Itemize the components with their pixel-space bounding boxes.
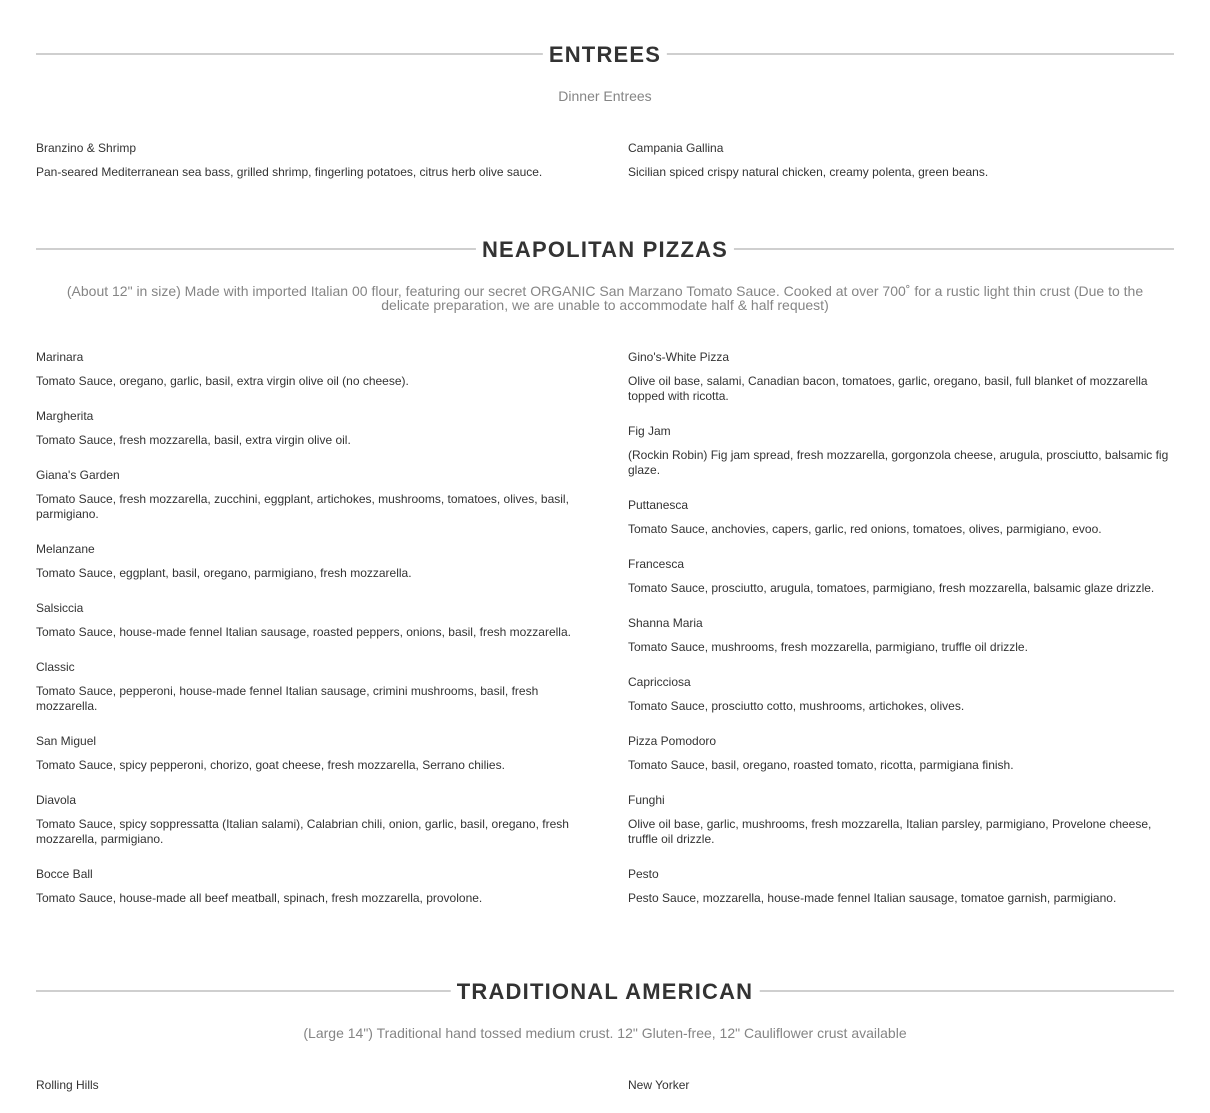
menu-item [36,350,582,389]
menu-item [628,793,1174,847]
menu-item [628,1078,1174,1093]
menu-item [36,734,582,773]
section-description: (About 12" in size) Made with imported Italian 00 flour, featuring our secret ORGANIC San Marzano Tomato Sauce. Cooked at over 700˚ for a rustic light thin crust (Due to the delicate preparation, we are unable to accommodate half & half request) [66,283,1144,313]
menu-item [628,867,1174,906]
menu-item [36,793,582,847]
menu-item [628,141,1174,180]
menu-item-description: Tomato Sauce, prosciutto, arugula, tomatoes, parmigiano, fresh mozzarella, balsamic glaze drizzle. [628,581,1155,595]
menu-item [628,498,1174,537]
menu-item-name: Campania Gallina [628,141,724,155]
menu-column-right [628,350,1174,926]
menu-item [628,675,1174,714]
section-traditional-american [36,980,1174,1113]
section-neapolitan-pizzas [36,238,1174,926]
menu-item-description: Tomato Sauce, house-made all beef meatball, spinach, fresh mozzarella, provolone. [36,891,483,905]
menu-item [36,409,582,448]
menu-item [628,424,1174,478]
menu-item [36,468,582,522]
menu-item [628,616,1174,655]
menu-column-left [36,1078,582,1113]
menu-item-description: Tomato Sauce, fresh mozzarella, basil, extra virgin olive oil. [36,433,351,447]
menu-item-description: Tomato Sauce, house-made fennel Italian sausage, roasted peppers, onions, basil, fresh mozzarella. [36,625,571,639]
menu-item-name: Fig Jam [628,424,671,438]
menu-item-name: Bocce Ball [36,867,93,881]
section-description: (Large 14") Traditional hand tossed medium crust. 12" Gluten-free, 12" Cauliflower crust available [303,1025,907,1041]
menu-item-name: Puttanesca [628,498,689,512]
menu-item-name: Classic [36,660,75,674]
menu-item-description: Pan-seared Mediterranean sea bass, grilled shrimp, fingerling potatoes, citrus herb olive sauce. [36,165,543,179]
menu-item-name: Melanzane [36,542,95,556]
menu-item-description: Tomato Sauce, anchovies, capers, garlic, red onions, tomatoes, olives, parmigiano, evoo. [628,522,1102,536]
section-title: TRADITIONAL AMERICAN [451,980,760,1004]
menu-item-description: Olive oil base, salami, Canadian bacon, tomatoes, garlic, oregano, basil, full blanket of mozzarella topped with ricotta. [628,374,1148,403]
section-entrees [36,43,1174,200]
menu-item-name: Capricciosa [628,675,691,689]
menu-item [628,350,1174,404]
menu-column-left [36,141,582,200]
menu-column-right [628,1078,1174,1113]
menu-item-description: Tomato Sauce, fresh mozzarella, zucchini, eggplant, artichokes, mushrooms, tomatoes, olives, basil, parmigiano. [36,492,569,521]
menu-item [36,542,582,581]
menu-item-description: (Rockin Robin) Fig jam spread, fresh mozzarella, gorgonzola cheese, arugula, prosciutto, balsamic fig glaze. [628,448,1169,477]
menu-item [628,557,1174,596]
menu-column-left [36,350,582,926]
menu-item-name: Salsiccia [36,601,84,615]
section-header [36,43,1174,67]
menu-item-description: Sicilian spiced crispy natural chicken, creamy polenta, green beans. [628,165,989,179]
menu-item-name: Rolling Hills [36,1078,99,1092]
menu-item-description: Tomato Sauce, prosciutto cotto, mushrooms, artichokes, olives. [628,699,965,713]
section-description: Dinner Entrees [558,88,652,104]
menu-item-name: Shanna Maria [628,616,703,630]
menu-item-name: Gino's-White Pizza [628,350,729,364]
menu-item [628,734,1174,773]
menu-item-description: Tomato Sauce, oregano, garlic, basil, extra virgin olive oil (no cheese). [36,374,409,388]
menu-item-name: Pesto [628,867,659,881]
section-title: NEAPOLITAN PIZZAS [476,238,734,262]
menu-item-description: Tomato Sauce, pepperoni, house-made fennel Italian sausage, crimini mushrooms, basil, fresh mozzarella. [36,684,539,713]
menu-item-name: Funghi [628,793,665,807]
menu-item-name: New Yorker [628,1078,690,1092]
menu-item-description: Tomato Sauce, spicy pepperoni, chorizo, goat cheese, fresh mozzarella, Serrano chilies. [36,758,505,772]
menu-item-description: Tomato Sauce, spicy soppressatta (Italian salami), Calabrian chili, onion, garlic, basil, oregano, fresh mozzarella, parmigiano. [36,817,569,846]
menu-item-description: Olive oil base, garlic, mushrooms, fresh mozzarella, Italian parsley, parmigiano, Provelone cheese, truffle oil drizzle. [628,817,1152,846]
section-title: ENTREES [543,43,667,67]
menu-item-name: Marinara [36,350,84,364]
menu-item [36,867,582,906]
menu-item-description: Tomato Sauce, mushrooms, fresh mozzarella, parmigiano, truffle oil drizzle. [628,640,1028,654]
menu-item [36,601,582,640]
menu-column-right [628,141,1174,200]
menu-item-name: Giana's Garden [36,468,120,482]
menu-item [36,141,582,180]
menu-item-description: Pesto Sauce, mozzarella, house-made fennel Italian sausage, tomatoe garnish, parmigiano. [628,891,1117,905]
menu-item [36,1078,582,1093]
menu-item-name: Diavola [36,793,77,807]
section-header [36,238,1174,262]
section-header [36,980,1174,1004]
menu-item [36,660,582,714]
menu-item-name: Francesca [628,557,685,571]
menu-item-name: Branzino & Shrimp [36,141,137,155]
menu-item-name: San Miguel [36,734,97,748]
menu-item-description: Tomato Sauce, eggplant, basil, oregano, parmigiano, fresh mozzarella. [36,566,412,580]
menu-item-name: Margherita [36,409,94,423]
menu-item-name: Pizza Pomodoro [628,734,717,748]
menu-item-description: Tomato Sauce, basil, oregano, roasted tomato, ricotta, parmigiana finish. [628,758,1014,772]
